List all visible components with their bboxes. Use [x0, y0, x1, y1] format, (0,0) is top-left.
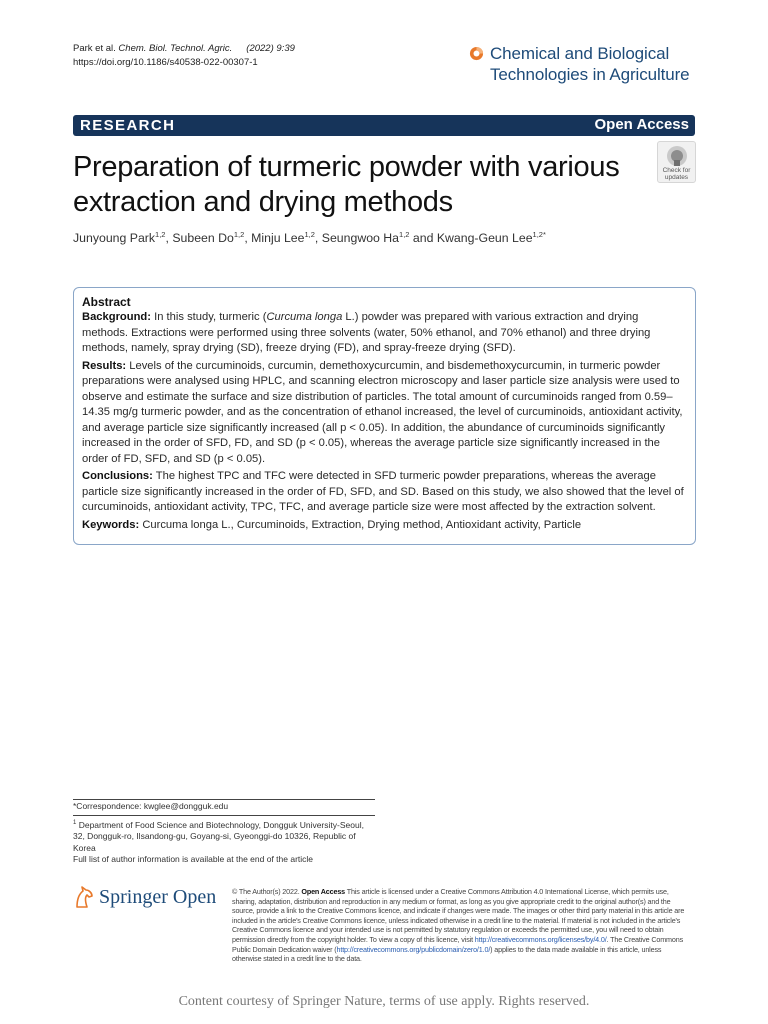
journal-title-line2: Technologies in Agriculture	[490, 65, 690, 84]
waiver-link[interactable]: http://creativecommons.org/publicdomain/zero/1.0/	[336, 944, 491, 954]
background-text-post: L.) powder was prepared with various extraction and drying methods. Extractions were performed using three solvents (water, 50% ethanol, and 70% ethanol) and three drying methods, namely, spray drying (SD), freeze drying (FD), and spray-freeze drying (SFD).	[82, 311, 651, 354]
doi-link[interactable]: https://doi.org/10.1186/s40538-022-00307-1	[73, 57, 258, 68]
abstract-conclusions	[82, 469, 687, 516]
check-for-updates-button[interactable]	[657, 141, 696, 183]
check-updates-line2: updates	[664, 174, 689, 181]
abstract-box	[73, 287, 696, 545]
license-open-access: Open Access	[301, 887, 346, 896]
author-list	[73, 230, 546, 245]
citation-journal: Chem. Biol. Technol. Agric.	[118, 43, 233, 54]
background-label: Background:	[82, 311, 151, 323]
license-body: This article is licensed under a Creative Commons Attribution 4.0 International License, which permits use, sharing, adaptation, distribution and reproduction in any medium or format, as long as you give appropriate credit to the original author(s) and the source, provide a link to the Creative Commons licence, and indicate if changes were made. The images or other third party material in this article are included in the article's Creative Commons licence, unless indicated otherwise in a credit line to the material. If material is not included in the article's Creative Commons licence and your intended use is not permitted by statutory regulation or exceeds the permitted use, you will need to obtain permission directly from the copyright holder. To view a copy of this licence, visit	[232, 887, 685, 944]
abstract-heading: Abstract	[82, 295, 131, 309]
author-affiliation: 1,2	[304, 230, 315, 239]
keywords-label: Keywords:	[82, 518, 140, 531]
author-affiliation: 1,2	[399, 230, 410, 239]
footnote-divider	[73, 799, 375, 800]
footnote-divider	[73, 815, 375, 816]
license-body-3: ) applies to the data made available in this article, unless otherwise stated in a credit line to the data.	[232, 944, 662, 964]
springer-open-logo[interactable]	[73, 885, 216, 909]
journal-title-line1: Chemical and Biological	[490, 44, 670, 63]
author-name[interactable]: Kwang-Geun Lee	[436, 231, 533, 246]
courtesy-watermark: Content courtesy of Springer Nature, terms of use apply. Rights reserved.	[178, 994, 590, 1009]
author-affiliation: 1,2*	[532, 230, 546, 239]
author-name[interactable]: Subeen Do	[172, 231, 234, 246]
check-updates-line1: Check for	[662, 167, 691, 174]
background-species: Curcuma longa	[266, 311, 343, 323]
author-affiliation: 1,2	[233, 230, 245, 239]
license-copyright: © The Author(s) 2022.	[232, 887, 300, 896]
author-name[interactable]: Minju Lee	[251, 231, 305, 246]
article-type-banner	[73, 115, 695, 136]
affiliation-note	[73, 818, 378, 866]
springer-wordmark: Springer	[99, 885, 168, 908]
author-name[interactable]: Junyoung Park	[73, 231, 156, 246]
author-separator: ,	[165, 231, 173, 246]
open-wordmark: Open	[172, 885, 217, 908]
results-text: Levels of the curcuminoids, curcumin, demethoxycurcumin, and bisdemethoxycurcumin, in turmeric powder preparations were analysed using HPLC, and scanning electron microscopy and laser particle size analysis were used to observe and estimate the surface and size distribution of particles. The total amount of curcuminoids ranged from 0.59–14.35 mg/g turmeric powder, and as the concentration of ethanol increased, the level of curcuminoids, antioxidant activity, and average particle size significantly increased (all p < 0.05). In addition, the abundance of curcuminoids significantly increased in the order of SFD, FD, and SD (p < 0.05), whereas the average particle size significantly increased in the order of FD, SFD, and SD (p < 0.05).	[82, 359, 683, 465]
license-link[interactable]: http://creativecommons.org/licenses/by/4.0/	[474, 934, 607, 944]
citation-year: (2022) 9:39	[246, 43, 295, 54]
license-body-2: . The Creative Commons Public Domain Dedication waiver (	[232, 934, 684, 954]
keywords-text: Curcuma longa L., Curcuminoids, Extraction, Drying method, Antioxidant activity, Particle	[142, 518, 582, 531]
author-separator: and	[409, 231, 437, 246]
author-info-note: Full list of author information is available at the end of the article	[73, 854, 314, 865]
correspondence-note[interactable]: *Correspondence: kwglee@dongguk.edu	[73, 801, 229, 811]
open-access-label: Open Access	[594, 116, 689, 133]
journal-logo-icon	[469, 46, 484, 61]
author-separator: ,	[244, 231, 252, 246]
abstract-keywords	[82, 518, 687, 534]
section-label: RESEARCH	[80, 117, 176, 134]
check-updates-icon	[666, 145, 688, 167]
journal-brand[interactable]	[469, 43, 690, 85]
conclusions-label: Conclusions:	[82, 470, 153, 482]
abstract-background	[82, 310, 687, 357]
author-affiliation: 1,2	[155, 230, 166, 239]
author-name[interactable]: Seungwoo Ha	[321, 231, 400, 246]
background-text-pre: In this study, turmeric (	[154, 311, 267, 323]
abstract-results	[82, 359, 687, 468]
license-text	[232, 887, 692, 964]
citation-authors: Park et al.	[73, 43, 116, 54]
affiliation-number: 1	[73, 820, 77, 826]
author-separator: ,	[314, 231, 322, 246]
journal-title	[490, 43, 690, 85]
affiliation-text: Department of Food Science and Biotechnology, Dongguk University-Seoul, 32, Dongguk-ro, Ilsandong-gu, Goyang-si, Gyeonggi-do 10326, Republic of Korea	[73, 819, 364, 853]
results-label: Results:	[82, 359, 127, 372]
citation-block	[73, 42, 295, 70]
article-title: Preparation of turmeric powder with various extraction and drying methods	[73, 151, 620, 218]
conclusions-text: The highest TPC and TFC were detected in SFD turmeric powder preparations, whereas the average particle size significantly increased in the order of FD, SFD, and SD. Based on this study, we also showed that the level of curcuminoids, antioxidant activity, TPC, TFC, and average particle size were most affected by the extraction solvent.	[82, 470, 684, 513]
springer-horse-icon	[73, 885, 95, 909]
